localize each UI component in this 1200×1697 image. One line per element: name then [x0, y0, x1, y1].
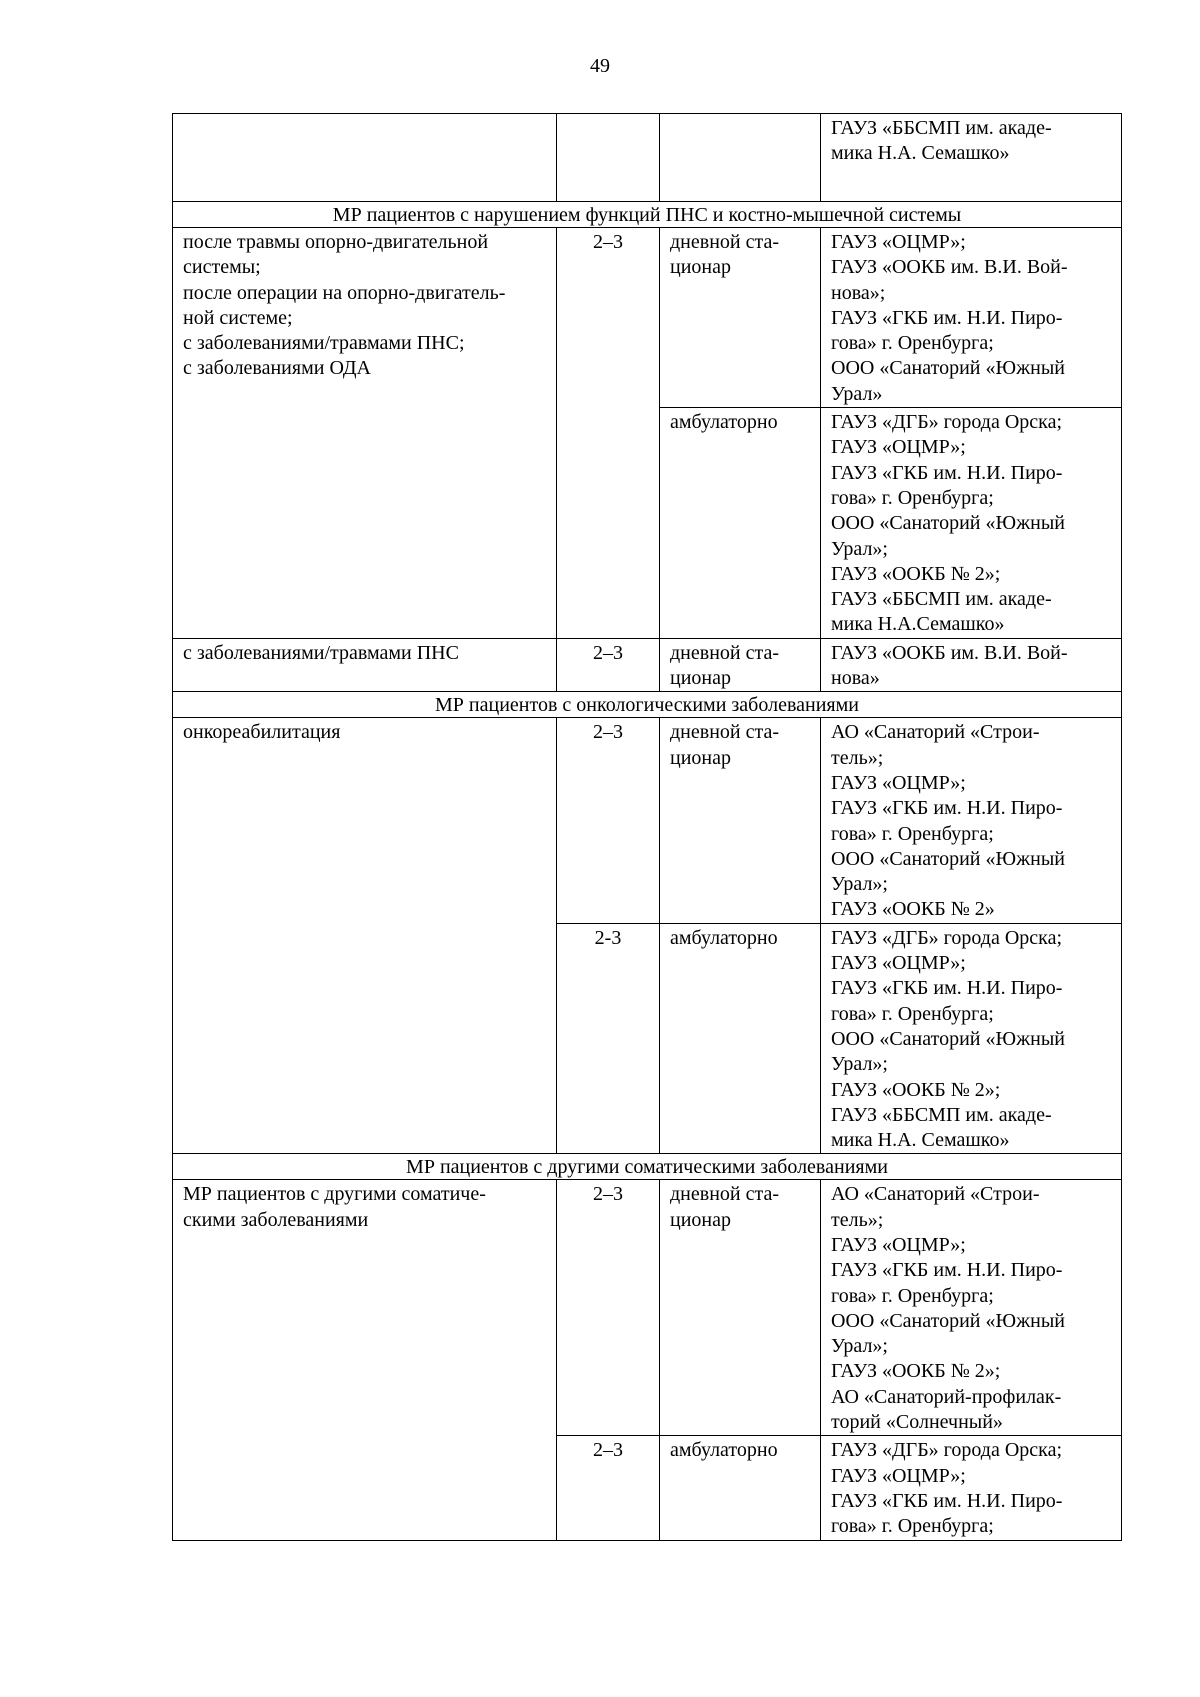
cell-line: дневной ста- — [670, 721, 780, 744]
cell-line: гова» г. Оренбурга; — [831, 1515, 994, 1538]
cell-line: торий «Солнечный» — [831, 1411, 1003, 1434]
cell-line: ГАУЗ «ОЦМР»; — [831, 1233, 966, 1256]
cell-line: ГАУЗ «ООКБ им. В.И. Вой- — [831, 256, 1068, 279]
cell-line: 2–3 — [593, 641, 623, 664]
cell-line: ГАУЗ «ГКБ им. Н.И. Пиро- — [831, 797, 1063, 820]
cell-line: ГАУЗ «ООКБ № 2»; — [831, 562, 1001, 585]
cell-line: ГАУЗ «ООКБ № 2»; — [831, 1360, 1001, 1383]
cell-line: амбулаторно — [670, 1439, 778, 1462]
cell-line: 2–3 — [593, 1183, 623, 1206]
institutions-cell — [821, 1436, 1122, 1540]
cell-line: мика Н.А. Семашко» — [831, 1129, 1010, 1152]
cell-line: ГАУЗ «ОЦМР»; — [831, 231, 966, 253]
cell-line: Урал»; — [831, 537, 888, 560]
institutions-cell — [821, 114, 1122, 202]
condition-cell — [173, 114, 557, 202]
cell-line: Урал»; — [831, 1053, 888, 1076]
cell-line: ГАУЗ «ДГБ» города Орска; — [831, 926, 1063, 949]
cell-line: тель»; — [831, 1208, 884, 1231]
table-row — [173, 228, 1122, 408]
form-cell — [660, 718, 821, 923]
section-title: МР пациентов с онкологическими заболеваниями — [173, 692, 1122, 718]
form-cell — [660, 228, 821, 408]
cell-line: ной системе; — [183, 306, 293, 329]
duration-cell — [557, 923, 660, 1154]
cell-line: гова» г. Оренбурга; — [831, 1002, 994, 1025]
cell-line: ГАУЗ «ООКБ № 2» — [831, 898, 995, 921]
cell-line: ООО «Санаторий «Южный — [831, 1027, 1065, 1050]
cell-line: ционар — [670, 667, 731, 690]
cell-line: дневной ста- — [670, 641, 780, 664]
cell-line: МР пациентов с другими соматиче- — [183, 1183, 486, 1206]
section-row — [173, 202, 1122, 228]
condition-cell — [173, 638, 557, 692]
cell-line: нова»; — [831, 281, 886, 304]
cell-line: с заболеваниями/травмами ПНС; — [183, 332, 465, 355]
duration-cell — [557, 1436, 660, 1540]
form-cell — [660, 638, 821, 692]
institutions-cell — [821, 923, 1122, 1154]
institutions-cell — [821, 638, 1122, 692]
cell-line: ционар — [670, 746, 731, 769]
cell-line: 2-3 — [594, 926, 622, 949]
institutions-cell — [821, 408, 1122, 639]
cell-line: мика Н.А.Семашко» — [831, 613, 1005, 636]
cell-line: АО «Санаторий «Строи- — [831, 721, 1040, 744]
section-row — [173, 1154, 1122, 1180]
cell-line: 2–3 — [593, 231, 623, 253]
cell-line: 2–3 — [593, 1439, 623, 1462]
table-row — [173, 1180, 1122, 1436]
duration-cell — [557, 718, 660, 923]
section-title: МР пациентов с другими соматическими заболеваниями — [173, 1154, 1122, 1180]
cell-line: ГАУЗ «ОЦМР»; — [831, 952, 966, 975]
cell-line: ционар — [670, 256, 731, 279]
cell-line: ГАУЗ «ДГБ» города Орска; — [831, 411, 1063, 434]
cell-line: амбулаторно — [670, 926, 778, 949]
cell-line: Урал»; — [831, 1335, 888, 1358]
form-cell — [660, 408, 821, 639]
rehabilitation-table — [172, 113, 1122, 1541]
cell-line: АО «Санаторий «Строи- — [831, 1183, 1040, 1206]
cell-line: онкореабилитация — [183, 721, 341, 744]
form-cell — [660, 114, 821, 202]
cell-line: ООО «Санаторий «Южный — [831, 847, 1065, 870]
cell-line: ГАУЗ «ДГБ» города Орска; — [831, 1439, 1063, 1462]
cell-line: ГАУЗ «ББСМП им. акаде- — [831, 117, 1052, 139]
cell-line: АО «Санаторий-профилак- — [831, 1385, 1062, 1408]
condition-cell — [173, 718, 557, 1154]
institutions-cell — [821, 1180, 1122, 1436]
cell-line: с заболеваниями/травмами ПНС — [183, 641, 459, 664]
cell-line: тель»; — [831, 746, 884, 769]
cell-line: гова» г. Оренбурга; — [831, 1284, 994, 1307]
cell-line: ГАУЗ «ГКБ им. Н.И. Пиро- — [831, 1489, 1063, 1512]
cell-line: ГАУЗ «ОЦМР»; — [831, 771, 966, 794]
cell-line: системы; — [183, 256, 261, 279]
cell-line: гова» г. Оренбурга; — [831, 822, 994, 845]
cell-line: ГАУЗ «ООКБ им. В.И. Вой- — [831, 641, 1068, 664]
duration-cell — [557, 114, 660, 202]
cell-line: амбулаторно — [670, 411, 778, 434]
cell-line: ГАУЗ «ББСМП им. акаде- — [831, 588, 1052, 611]
cell-line: 2–3 — [593, 721, 623, 744]
table-row — [173, 718, 1122, 923]
cell-line: с заболеваниями ОДА — [183, 357, 371, 380]
institutions-cell — [821, 718, 1122, 923]
cell-line: после травмы опорно-двигательной — [183, 231, 489, 253]
form-cell — [660, 1436, 821, 1540]
cell-line: Урал»; — [831, 873, 888, 896]
section-row — [173, 692, 1122, 718]
cell-line: ГАУЗ «ББСМП им. акаде- — [831, 1103, 1052, 1126]
cell-line: Урал» — [831, 382, 883, 405]
cell-line: ГАУЗ «ГКБ им. Н.И. Пиро- — [831, 977, 1063, 1000]
duration-cell — [557, 228, 660, 639]
cell-line: скими заболеваниями — [183, 1208, 369, 1231]
cell-line: ГАУЗ «ГКБ им. Н.И. Пиро- — [831, 306, 1063, 329]
cell-line: ГАУЗ «ОЦМР»; — [831, 1464, 966, 1487]
cell-line: ООО «Санаторий «Южный — [831, 1309, 1065, 1332]
section-title: МР пациентов с нарушением функций ПНС и костно-мышечной системы — [173, 202, 1122, 228]
cell-line: после операции на опорно-двигатель- — [183, 281, 506, 304]
duration-cell — [557, 1180, 660, 1436]
condition-cell — [173, 1180, 557, 1540]
cell-line: ГАУЗ «ОЦМР»; — [831, 436, 966, 459]
page-number: 49 — [590, 55, 610, 77]
duration-cell — [557, 638, 660, 692]
table-row — [173, 114, 1122, 202]
cell-line: ГАУЗ «ООКБ № 2»; — [831, 1078, 1001, 1101]
cell-line: ООО «Санаторий «Южный — [831, 512, 1065, 535]
form-cell — [660, 1180, 821, 1436]
cell-line: дневной ста- — [670, 231, 780, 253]
form-cell — [660, 923, 821, 1154]
cell-line: гова» г. Оренбурга; — [831, 332, 994, 355]
cell-line: ционар — [670, 1208, 731, 1231]
table-row — [173, 638, 1122, 692]
cell-line: ГАУЗ «ГКБ им. Н.И. Пиро- — [831, 461, 1063, 484]
cell-line: нова» — [831, 667, 880, 690]
cell-line: ООО «Санаторий «Южный — [831, 357, 1065, 380]
cell-line: ГАУЗ «ГКБ им. Н.И. Пиро- — [831, 1259, 1063, 1282]
cell-line: мика Н.А. Семашко» — [831, 142, 1010, 165]
cell-line: гова» г. Оренбурга; — [831, 486, 994, 509]
condition-cell — [173, 228, 557, 639]
cell-line: дневной ста- — [670, 1183, 780, 1206]
institutions-cell — [821, 228, 1122, 408]
